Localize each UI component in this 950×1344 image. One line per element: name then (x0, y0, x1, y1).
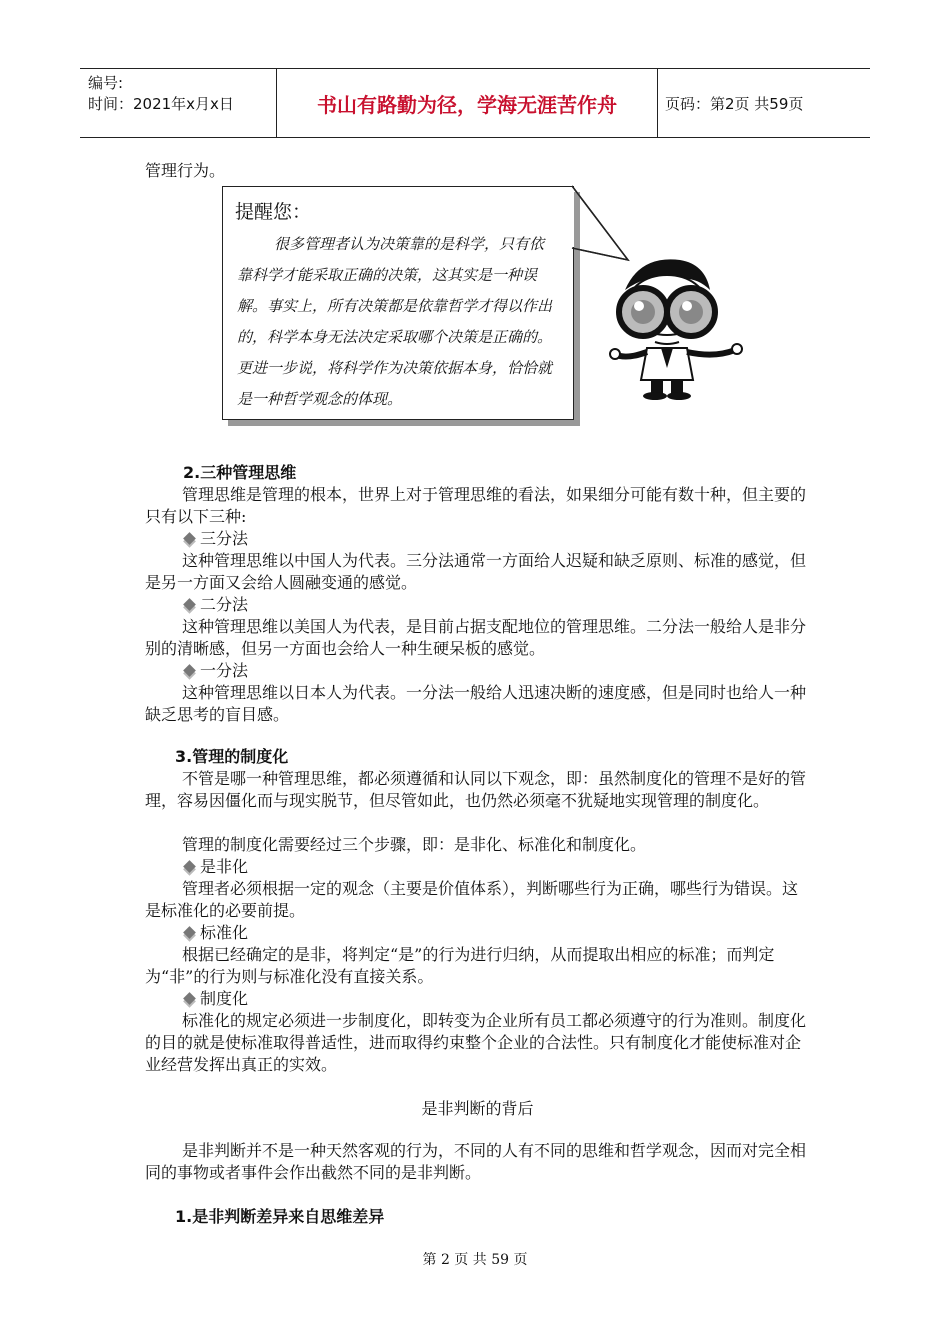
diamond-bullet-icon (183, 860, 196, 873)
bullet-item (183, 528, 248, 550)
bullet-label: 是非化 (200, 857, 249, 876)
bullet-label: 制度化 (200, 989, 249, 1008)
bullet-text: 这种管理思维以中国人为代表。三分法通常一方面给人迟疑和缺乏原则、标准的感觉，但是另一方面又会给人圆融变通的感觉。 (145, 551, 807, 592)
bullet-item (183, 594, 248, 616)
page-header (80, 68, 870, 138)
page-footer: 第 2 页 共 59 页 (422, 1252, 528, 1268)
bullet-label: 二分法 (200, 595, 249, 614)
date-label: 时间：2021年x月x日 (88, 95, 234, 113)
section-title: 是非判断的背后 (421, 1099, 534, 1118)
section-intro: 是非判断并不是一种天然客观的行为，不同的人有不同的思维和哲学观念，因而对完全相同的事物或者事件会作出截然不同的是非判断。 (145, 1141, 807, 1182)
bullet-text: 这种管理思维以日本人为代表。一分法一般给人迅速决断的速度感，但是同时也给人一种缺乏思考的盲目感。 (145, 683, 807, 724)
diamond-bullet-icon (183, 664, 196, 677)
bullet-item (183, 922, 248, 944)
header-motto: 书山有路勤为径，学海无涯苦作舟 (277, 69, 658, 137)
section2-intro: 管理思维是管理的根本，世界上对于管理思维的看法，如果细分可能有数十种，但主要的只有以下三种: (145, 485, 807, 526)
bullet-item (183, 988, 248, 1010)
bullet-label: 标准化 (200, 923, 249, 942)
section3-intro2: 管理的制度化需要经过三个步骤，即：是非化、标准化和制度化。 (182, 835, 647, 854)
section-heading: 1.是非判断差异来自思维差异 (175, 1207, 385, 1226)
diamond-bullet-icon (183, 532, 196, 545)
diamond-bullet-icon (183, 992, 196, 1005)
bullet-label: 三分法 (200, 529, 249, 548)
diamond-bullet-icon (183, 926, 196, 939)
professor-cartoon-illustration (585, 250, 745, 400)
bullet-text: 根据已经确定的是非，将判定“是”的行为进行归纳，从而提取出相应的标准；而判定为“非”的行为则与标准化没有直接关系。 (145, 945, 775, 986)
bullet-item (183, 856, 248, 878)
section3-heading: 3.管理的制度化 (175, 747, 289, 766)
diamond-bullet-icon (183, 598, 196, 611)
header-meta-cell (80, 69, 277, 137)
bullet-text: 标准化的规定必须进一步制度化，即转变为企业所有员工都必须遵守的行为准则。制度化的目的就是使标准取得普适性，进而取得约束整个企业的合法性。只有制度化才能使标准对企业经营发挥出真正的实效。 (145, 1011, 807, 1074)
section2-heading: 2.三种管理思维 (183, 463, 297, 482)
section3-intro1: 不管是哪一种管理思维，都必须遵循和认同以下观念，即：虽然制度化的管理不是好的管理，容易因僵化而与现实脱节，但尽管如此，也仍然必须毫不犹疑地实现管理的制度化。 (145, 769, 807, 810)
bullet-text: 管理者必须根据一定的观念（主要是价值体系），判断哪些行为正确，哪些行为错误。这是标准化的必要前提。 (145, 879, 799, 920)
header-page-info: 页码：第2页 共59页 (665, 95, 804, 113)
intro-tail: 管理行为。 (145, 161, 226, 180)
bullet-item (183, 660, 248, 682)
bullet-text: 这种管理思维以美国人为代表，是目前占据支配地位的管理思维。二分法一般给人是非分别的清晰感，但另一方面也会给人一种生硬呆板的感觉。 (145, 617, 807, 658)
callout-body: 很多管理者认为决策靠的是科学，只有依靠科学才能采取正确的决策，这其实是一种误解。事实上，所有决策都是依靠哲学才得以作出的，科学本身无法决定采取哪个决策是正确的。更进一步说，将科学作为决策依据本身，恰恰就是一种哲学观念的体现。 (237, 235, 553, 408)
code-label: 编号: (88, 74, 124, 92)
callout-title: 提醒您： (235, 201, 312, 223)
reminder-callout (222, 186, 574, 420)
bullet-label: 一分法 (200, 661, 249, 680)
